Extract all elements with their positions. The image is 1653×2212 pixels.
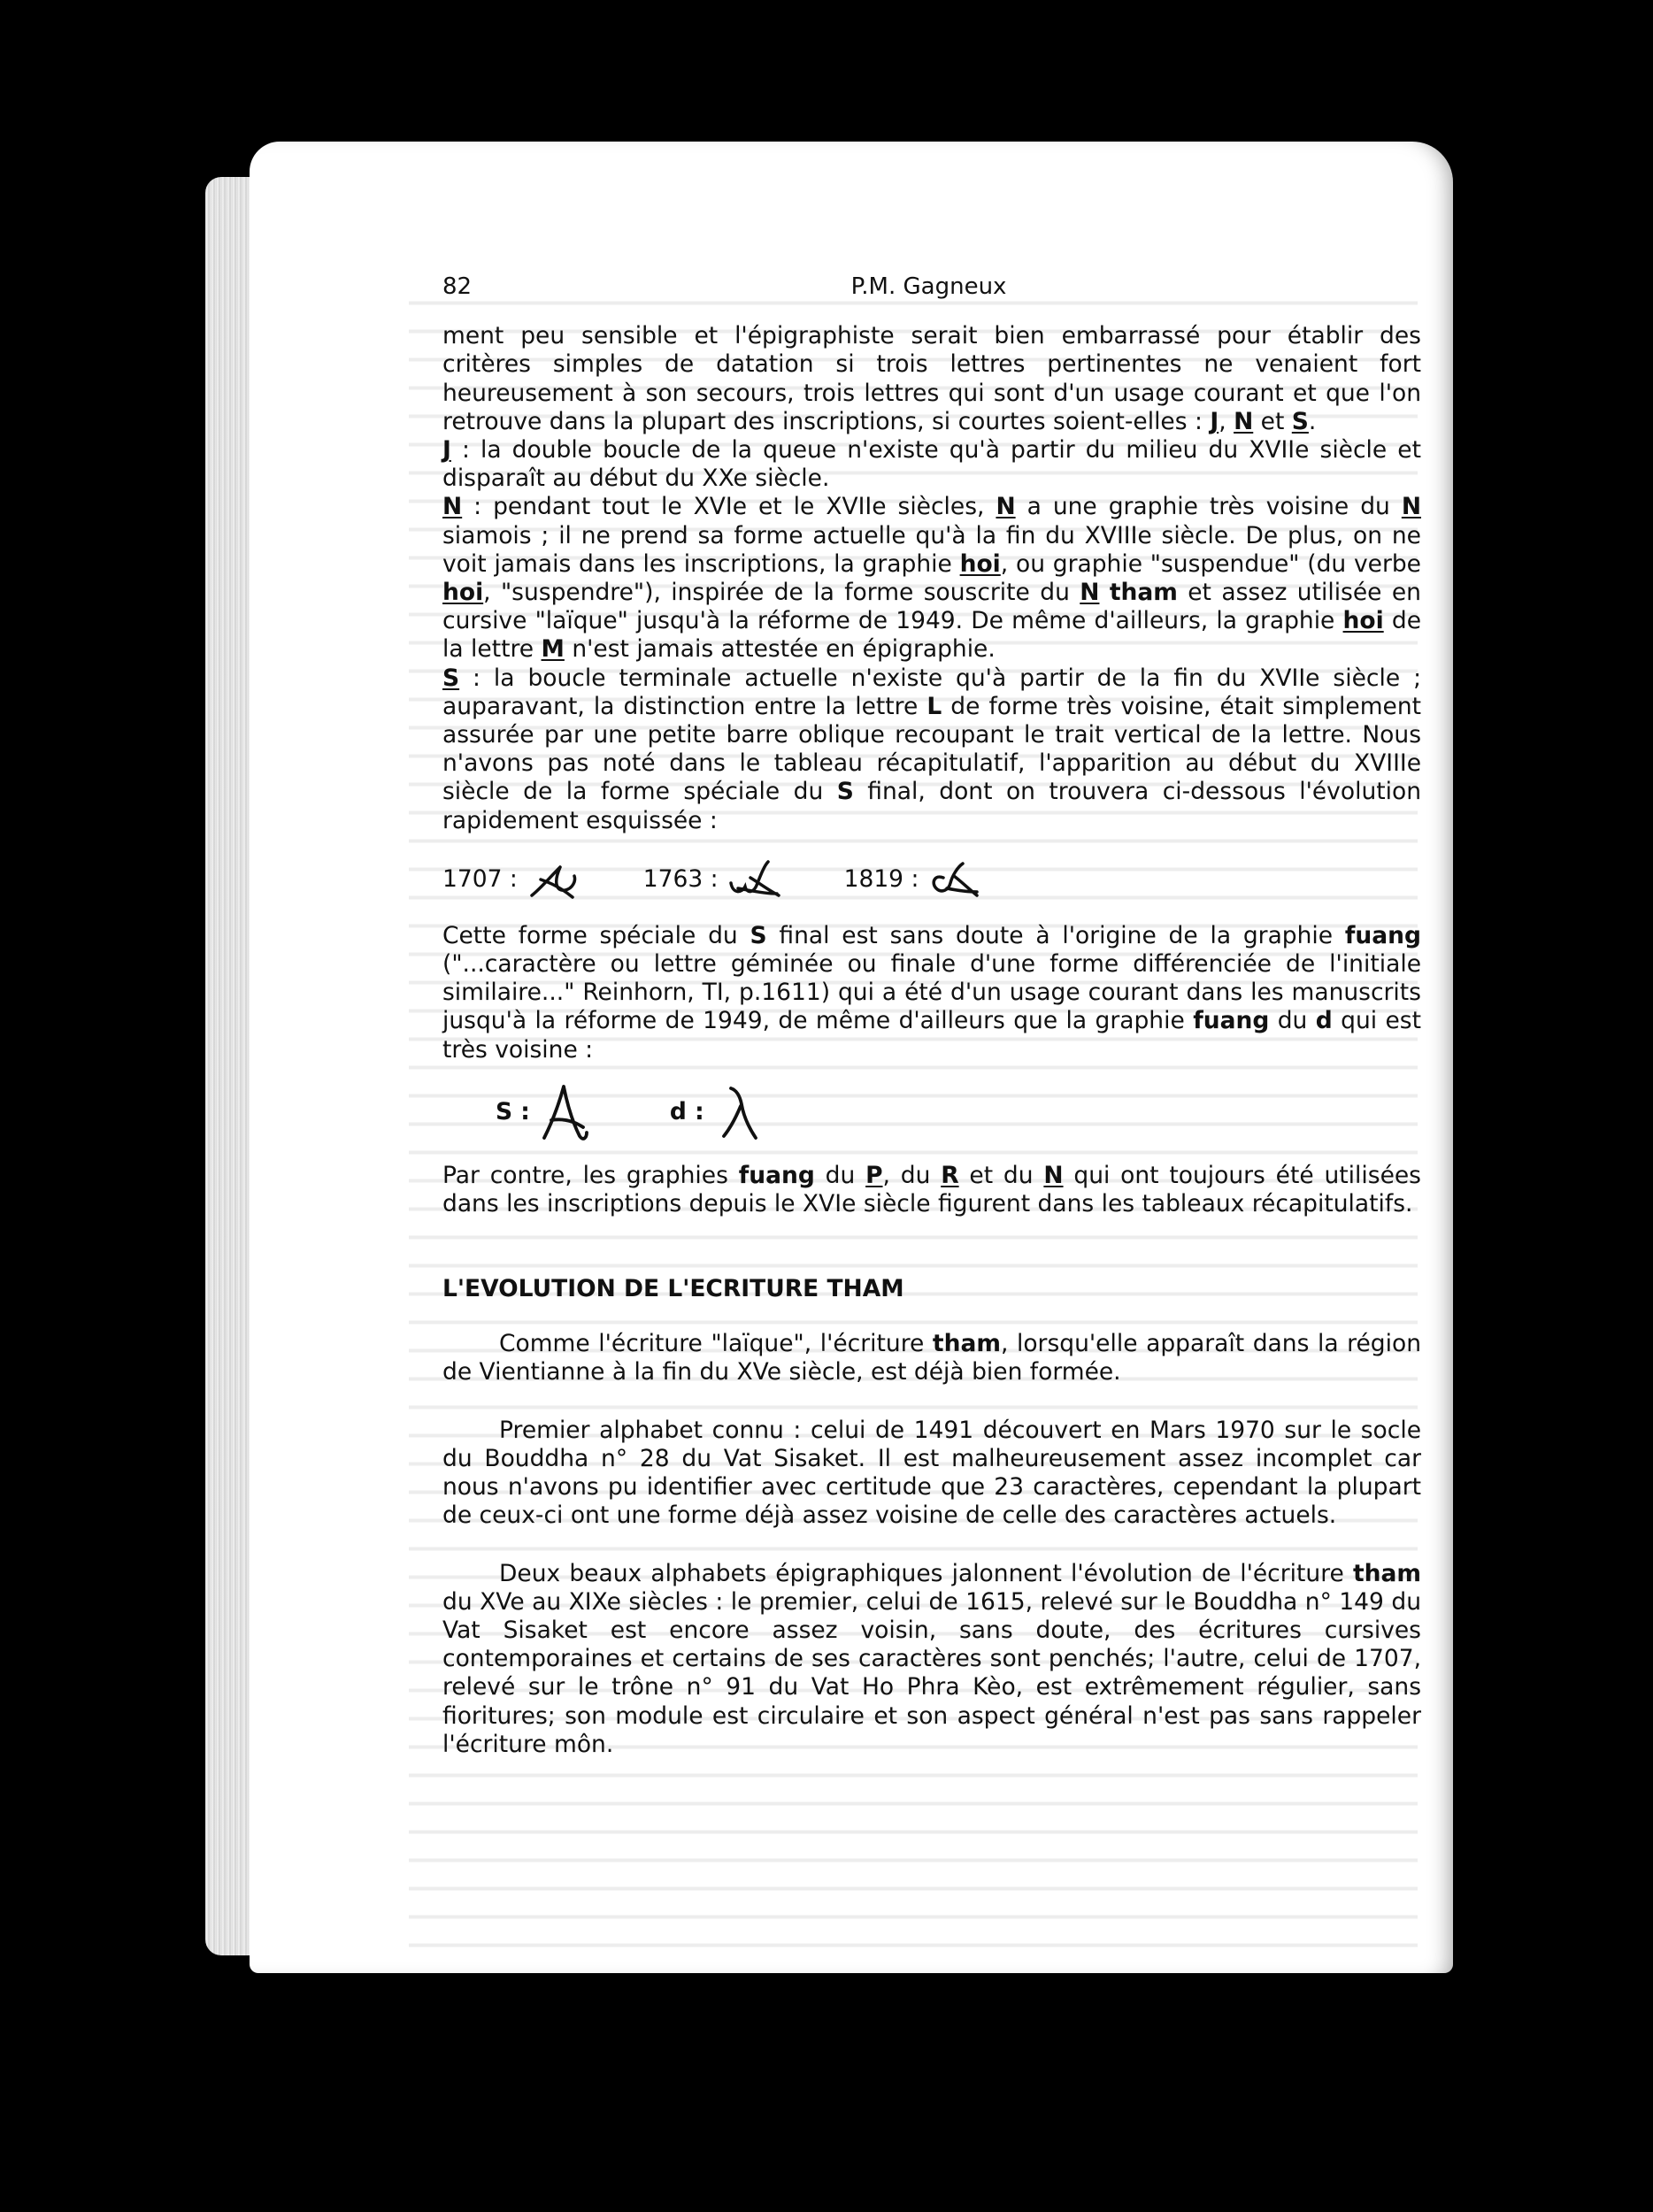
evolution-1819: 1819 : <box>844 856 983 902</box>
evolution-1763: 1763 : <box>643 856 782 902</box>
section-heading: L'EVOLUTION DE L'ECRITURE THAM <box>442 1275 904 1303</box>
running-title: P.M. Gagneux <box>850 273 1007 300</box>
s-final-1763-glyph <box>727 856 782 902</box>
paragraph-par-contre: Par contre, les graphies fuang du P, du R et du N qui ont toujours été utilisées dans les inscriptions depuis le XVIe siècle figurent dans les tableaux récapitulatifs. <box>442 1161 1421 1218</box>
paragraph-deux-alphabets: Deux beaux alphabets épigraphiques jalonnent l'évolution de l'écriture tham du XVe au XIXe siècles : le premier, celui de 1615, relevé sur le Bouddha n° 149 du Vat Sisaket est encore assez voisin, sans doute, des écritures cursives contemporaines et certains de ses caractères sont penchés; l'autre, celui de 1707, relevé sur le trône n° 91 du Vat Ho Phra Kèo, est extrêmement régulier, sans fioritures; son module est circulaire et son aspect général n'est pas sans rappeler l'écriture môn. <box>442 1559 1421 1758</box>
paragraph-intro: ment peu sensible et l'épigraphiste serait bien embarrassé pour établir des critères simples de datation si trois lettres pertinentes ne venaient fort heureusement à son secours, trois lettres qui sont d'un usage courant et que l'on retrouve dans la plupart des inscriptions, si courtes soient-elles : J, N et S. <box>442 322 1421 435</box>
paragraph-comme: Comme l'écriture "laïque", l'écriture tham, lorsqu'elle apparaît dans la région de Vientianne à la fin du XVe siècle, est déjà bien formée. <box>442 1330 1421 1386</box>
s-final-evolution <box>442 853 1421 906</box>
paragraph-letter-s: S : la boucle terminale actuelle n'existe qu'à partir de la fin du XVIIe siècle ; auparavant, la distinction entre la lettre L de forme très voisine, était simplement assurée par une petite barre oblique recoupant le trait vertical de la lettre. Nous n'avons pas noté dans le tableau récapitulatif, l'apparition au début du XVIIIe siècle de la forme spéciale du S final, dont on trouvera ci-dessous l'évolution rapidement esquissée : <box>442 664 1422 834</box>
paragraph-premier-alphabet: Premier alphabet connu : celui de 1491 découvert en Mars 1970 sur le socle du Bouddha n° 28 du Vat Sisaket. Il est malheureusement assez incomplet car nous n'avons pu identifier avec certitude que 23 caractères, cependant la plupart de ceux-ci ont une forme déjà assez voisine de celle des caractères actuels. <box>442 1416 1421 1530</box>
paragraph-fuang: Cette forme spéciale du S final est sans doute à l'origine de la graphie fuang ("...caractère ou lettre géminée ou finale d'une forme différenciée de l'initiale similaire..." Reinhorn, TI, p.1611) qui a été d'un usage courant dans les manuscrits jusqu'à la réforme de 1949, de même d'ailleurs que la graphie fuang du d qui est très voisine : <box>442 921 1422 1064</box>
s-final-1707-glyph <box>527 856 581 902</box>
fuang-d: d : <box>670 1079 765 1145</box>
fuang-s: S : <box>496 1079 590 1145</box>
fuang-glyphs <box>496 1075 1421 1149</box>
book-page <box>250 142 1453 1973</box>
page-content <box>442 273 1421 1759</box>
page-number: 82 <box>442 273 473 300</box>
paragraph-letter-n: N : pendant tout le XVIe et le XVIIe siècles, N a une graphie très voisine du N siamois ; il ne prend sa forme actuelle qu'à la fin du XVIIIe siècle. De plus, on ne voit jamais dans les inscriptions, la graphie hoi, ou graphie "suspendue" (du verbe hoi, "suspendre"), inspirée de la forme souscrite du N tham et assez utilisée en cursive "laïque" jusqu'à la réforme de 1949. De même d'ailleurs, la graphie hoi de la lettre M n'est jamais attestée en épigraphie. <box>442 493 1421 664</box>
s-fuang-glyph <box>539 1079 590 1145</box>
paragraph-letter-j: J : la double boucle de la queue n'existe qu'à partir du milieu du XVIIe siècle et disparaît au début du XXe siècle. <box>442 436 1421 493</box>
page-header <box>442 273 1421 301</box>
evolution-1707: 1707 : <box>442 856 581 902</box>
s-final-1819-glyph <box>927 856 982 902</box>
d-fuang-glyph <box>713 1079 765 1145</box>
